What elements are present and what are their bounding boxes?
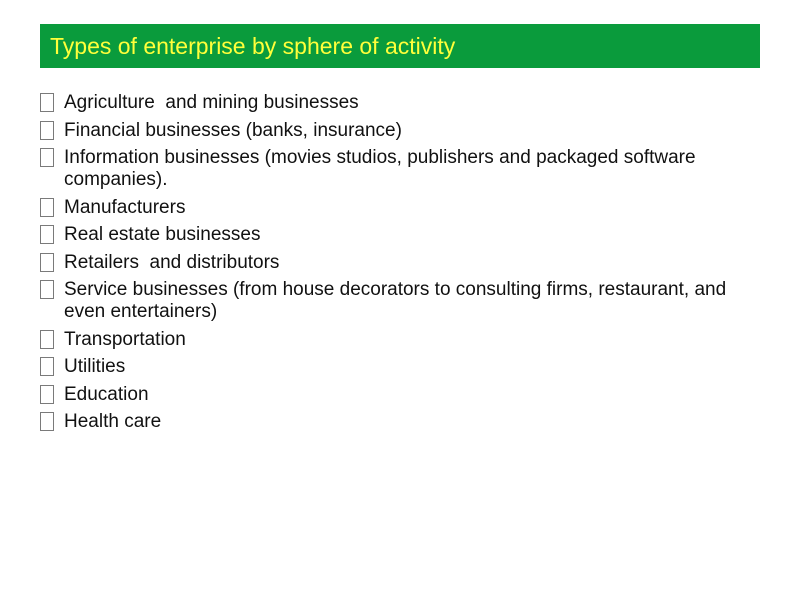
square-bullet-icon — [40, 93, 54, 112]
slide-title: Types of enterprise by sphere of activity — [50, 32, 456, 59]
square-bullet-icon — [40, 121, 54, 140]
list-item — [40, 224, 760, 246]
bullet-text: Service businesses (from house decorators to consulting firms, restaurant, and even entertainers) — [64, 279, 732, 322]
bullet-text: Financial businesses (banks, insurance) — [64, 119, 402, 141]
bullet-text: Information businesses (movies studios, publishers and packaged software companies). — [64, 147, 701, 190]
square-bullet-icon — [40, 385, 54, 404]
title-bar — [40, 24, 760, 68]
square-bullet-icon — [40, 412, 54, 431]
list-item — [40, 120, 760, 142]
square-bullet-icon — [40, 198, 54, 217]
square-bullet-icon — [40, 148, 54, 167]
list-item — [40, 92, 760, 114]
list-item — [40, 279, 760, 323]
bullet-text: Manufacturers — [64, 196, 186, 218]
bullet-text: Education — [64, 383, 149, 405]
bullet-text: Utilities — [64, 356, 126, 377]
bullet-text: Agriculture and mining businesses — [64, 92, 359, 113]
square-bullet-icon — [40, 253, 54, 272]
list-item — [40, 147, 760, 191]
bullet-text: Health care — [64, 411, 162, 432]
list-item — [40, 197, 760, 219]
square-bullet-icon — [40, 225, 54, 244]
square-bullet-icon — [40, 357, 54, 376]
bullet-text: Retailers and distributors — [64, 251, 280, 273]
square-bullet-icon — [40, 280, 54, 299]
square-bullet-icon — [40, 330, 54, 349]
bullet-text: Real estate businesses — [64, 224, 261, 245]
bullet-text: Transportation — [64, 328, 186, 350]
bullet-list — [40, 92, 760, 439]
list-item — [40, 252, 760, 274]
list-item — [40, 384, 760, 406]
list-item — [40, 411, 760, 433]
list-item — [40, 356, 760, 378]
list-item — [40, 329, 760, 351]
